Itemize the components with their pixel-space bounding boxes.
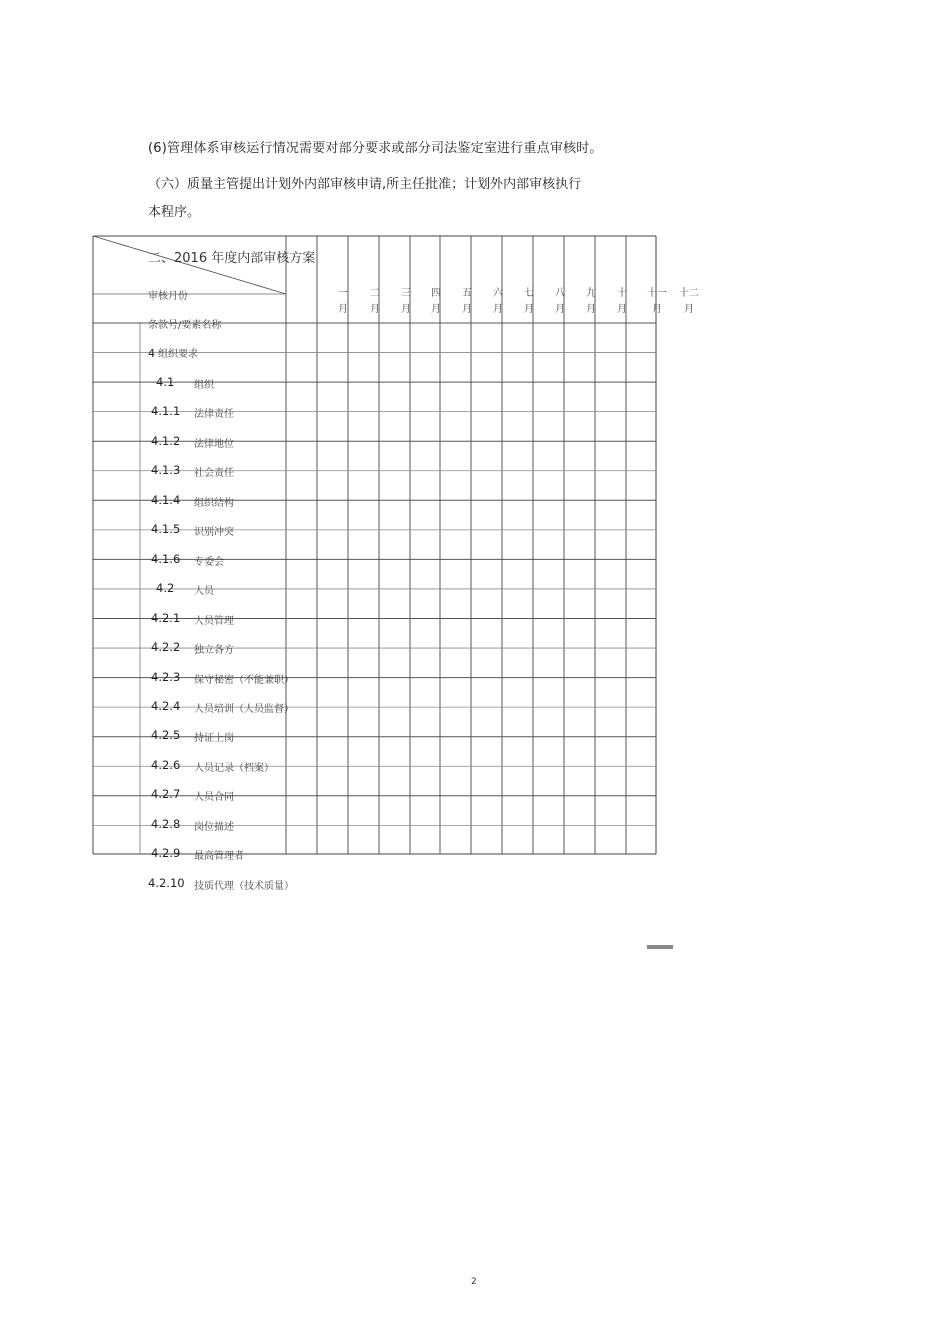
month-number: 四 [431,288,441,299]
month-header-12 [679,286,699,318]
month-number: 十二 [679,288,699,299]
clause-name: 人员培训（人员监督） [194,703,294,715]
month-number: 七 [524,288,534,299]
clause-number: 4.2.1 [151,610,181,625]
month-header-8 [550,286,570,318]
clause-number: 4.1.2 [151,433,181,448]
month-header-7 [519,286,539,318]
paragraph-liu-continued: 本程序。 [148,205,201,220]
clause-name: 独立各方 [194,645,234,657]
clause-name: 法律地位 [194,438,234,450]
month-number: 二 [370,288,380,299]
clause-name: 识别冲突 [194,527,234,539]
top-item [148,345,198,360]
month-number: 六 [493,288,503,299]
month-number: 一 [338,288,348,299]
clause-number: 4.1.3 [151,463,181,478]
month-header-3 [396,286,416,318]
clause-name: 持证上岗 [194,733,234,745]
page-number: 2 [471,1277,477,1287]
clause-number: 4.2.3 [151,669,181,684]
month-header-10 [612,286,632,318]
clause-number: 4.2.6 [151,757,181,772]
clause-name: 最高管理者 [194,851,244,863]
month-unit: 月 [617,304,627,315]
month-header-4 [426,286,446,318]
paragraph-liu: （六）质量主管提出计划外内部审核申请,所主任批准；计划外内部审核执行 [148,177,582,192]
month-unit: 月 [431,304,441,315]
month-header-5 [457,286,477,318]
month-number: 三 [401,288,411,299]
clause-number: 4.2.9 [151,846,181,861]
paragraph-6: (6)管理体系审核运行情况需要对部分要求或部分司法鉴定室进行重点审核时。 [148,141,603,156]
month-unit: 月 [462,304,472,315]
clause-number: 4.1 [156,375,175,389]
month-header-9 [581,286,601,318]
clause-name-header: 条款号/要素名称 [148,320,222,331]
clause-number: 4.1.5 [151,522,181,537]
month-unit: 月 [652,304,662,315]
clause-name: 法律责任 [194,409,234,421]
month-unit: 月 [338,304,348,315]
top-item-name: 组织要求 [158,349,198,360]
month-header-6 [488,286,508,318]
clause-name: 组织结构 [194,497,234,509]
clause-name: 人员合同 [194,792,234,804]
clause-name: 人员 [194,586,214,598]
month-header-1 [333,286,353,318]
clause-name: 技质代理（技术质量） [194,880,294,892]
month-unit: 月 [524,304,534,315]
month-number: 九 [586,288,596,299]
month-unit: 月 [684,304,694,315]
decorative-bar [647,945,673,949]
audit-month-header: 审核月份 [148,291,188,302]
month-header-11 [647,286,667,318]
clause-name: 人员管理 [194,615,234,627]
clause-number: 4.1.6 [151,551,181,566]
month-number: 五 [462,288,472,299]
clause-number: 4.1.1 [151,404,181,419]
clause-name: 专委会 [194,556,224,568]
month-number: 十一 [647,288,667,299]
month-unit: 月 [555,304,565,315]
table-title: 二、2016 年度内部审核方案 [148,251,316,266]
clause-number: 4.2.2 [151,640,181,655]
clause-number: 4.2.7 [151,787,181,802]
month-number: 八 [555,288,565,299]
clause-number: 4.2.5 [151,728,181,743]
clause-name: 人员记录（档案） [194,762,274,774]
clause-name: 保守秘密（不能兼职） [194,674,294,686]
clause-name: 岗位描述 [194,821,234,833]
month-unit: 月 [493,304,503,315]
month-unit: 月 [401,304,411,315]
top-item-number: 4 [148,347,155,360]
clause-name: 组织 [194,380,214,391]
clause-number: 4.2 [156,581,175,596]
month-header-2 [365,286,385,318]
clause-name: 社会责任 [194,468,234,480]
month-unit: 月 [586,304,596,315]
month-number: 十 [617,288,627,299]
month-unit: 月 [370,304,380,315]
clause-number: 4.2.8 [151,816,181,831]
clause-number: 4.2.4 [151,698,181,713]
clause-number: 4.1.4 [151,492,181,507]
clause-number: 4.2.10 [148,875,185,890]
